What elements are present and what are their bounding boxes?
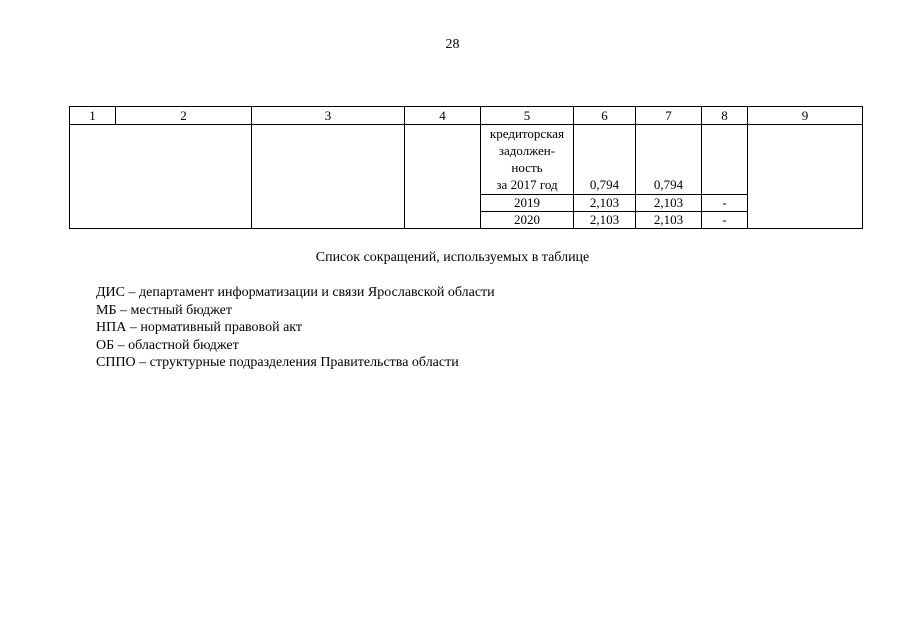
table-cell-value: 0,794 [574, 125, 636, 195]
column-header: 3 [252, 107, 405, 125]
table-cell-merged [252, 125, 405, 229]
table-cell-value [702, 125, 748, 195]
abbreviations-list [96, 284, 495, 372]
table-cell-value: 2,103 [636, 212, 702, 229]
column-header: 2 [116, 107, 252, 125]
indicator-line: задолжен- [498, 143, 556, 158]
indicator-line: ность [511, 160, 543, 175]
indicator-line: за 2017 год [496, 177, 558, 192]
table-cell-value: - [702, 212, 748, 229]
column-header: 7 [636, 107, 702, 125]
indicator-line: кредиторская [489, 126, 565, 141]
column-header: 1 [70, 107, 116, 125]
column-header: 6 [574, 107, 636, 125]
abbreviation-item: ОБ – областной бюджет [96, 337, 239, 353]
table-cell-value: 2,103 [636, 195, 702, 212]
table-row [70, 125, 863, 195]
table-cell-merged [405, 125, 481, 229]
table-cell-year: 2019 [481, 195, 574, 212]
table-cell-merged [748, 125, 863, 229]
abbreviation-item: НПА – нормативный правовой акт [96, 320, 303, 335]
abbreviation-item: ДИС – департамент информатизации и связи Ярославской области [96, 285, 495, 300]
table-header-row [70, 107, 863, 125]
column-header: 4 [405, 107, 481, 125]
abbreviations-title: Список сокращений, используемых в таблице [315, 250, 590, 265]
column-header: 5 [481, 107, 574, 125]
table-cell-value: 2,103 [574, 195, 636, 212]
table-cell-merged [70, 125, 252, 229]
column-header: 8 [702, 107, 748, 125]
table-cell-indicator [481, 125, 574, 195]
abbreviation-item: СППО – структурные подразделения Правительства области [96, 355, 459, 370]
abbreviation-item: МБ – местный бюджет [96, 302, 232, 318]
column-header: 9 [748, 107, 863, 125]
page-number: 28 [445, 37, 460, 52]
table-cell-value: 0,794 [636, 125, 702, 195]
table-cell-value: - [702, 195, 748, 212]
table-cell-value: 2,103 [574, 212, 636, 229]
table-cell-year: 2020 [481, 212, 574, 229]
data-table [69, 106, 863, 229]
